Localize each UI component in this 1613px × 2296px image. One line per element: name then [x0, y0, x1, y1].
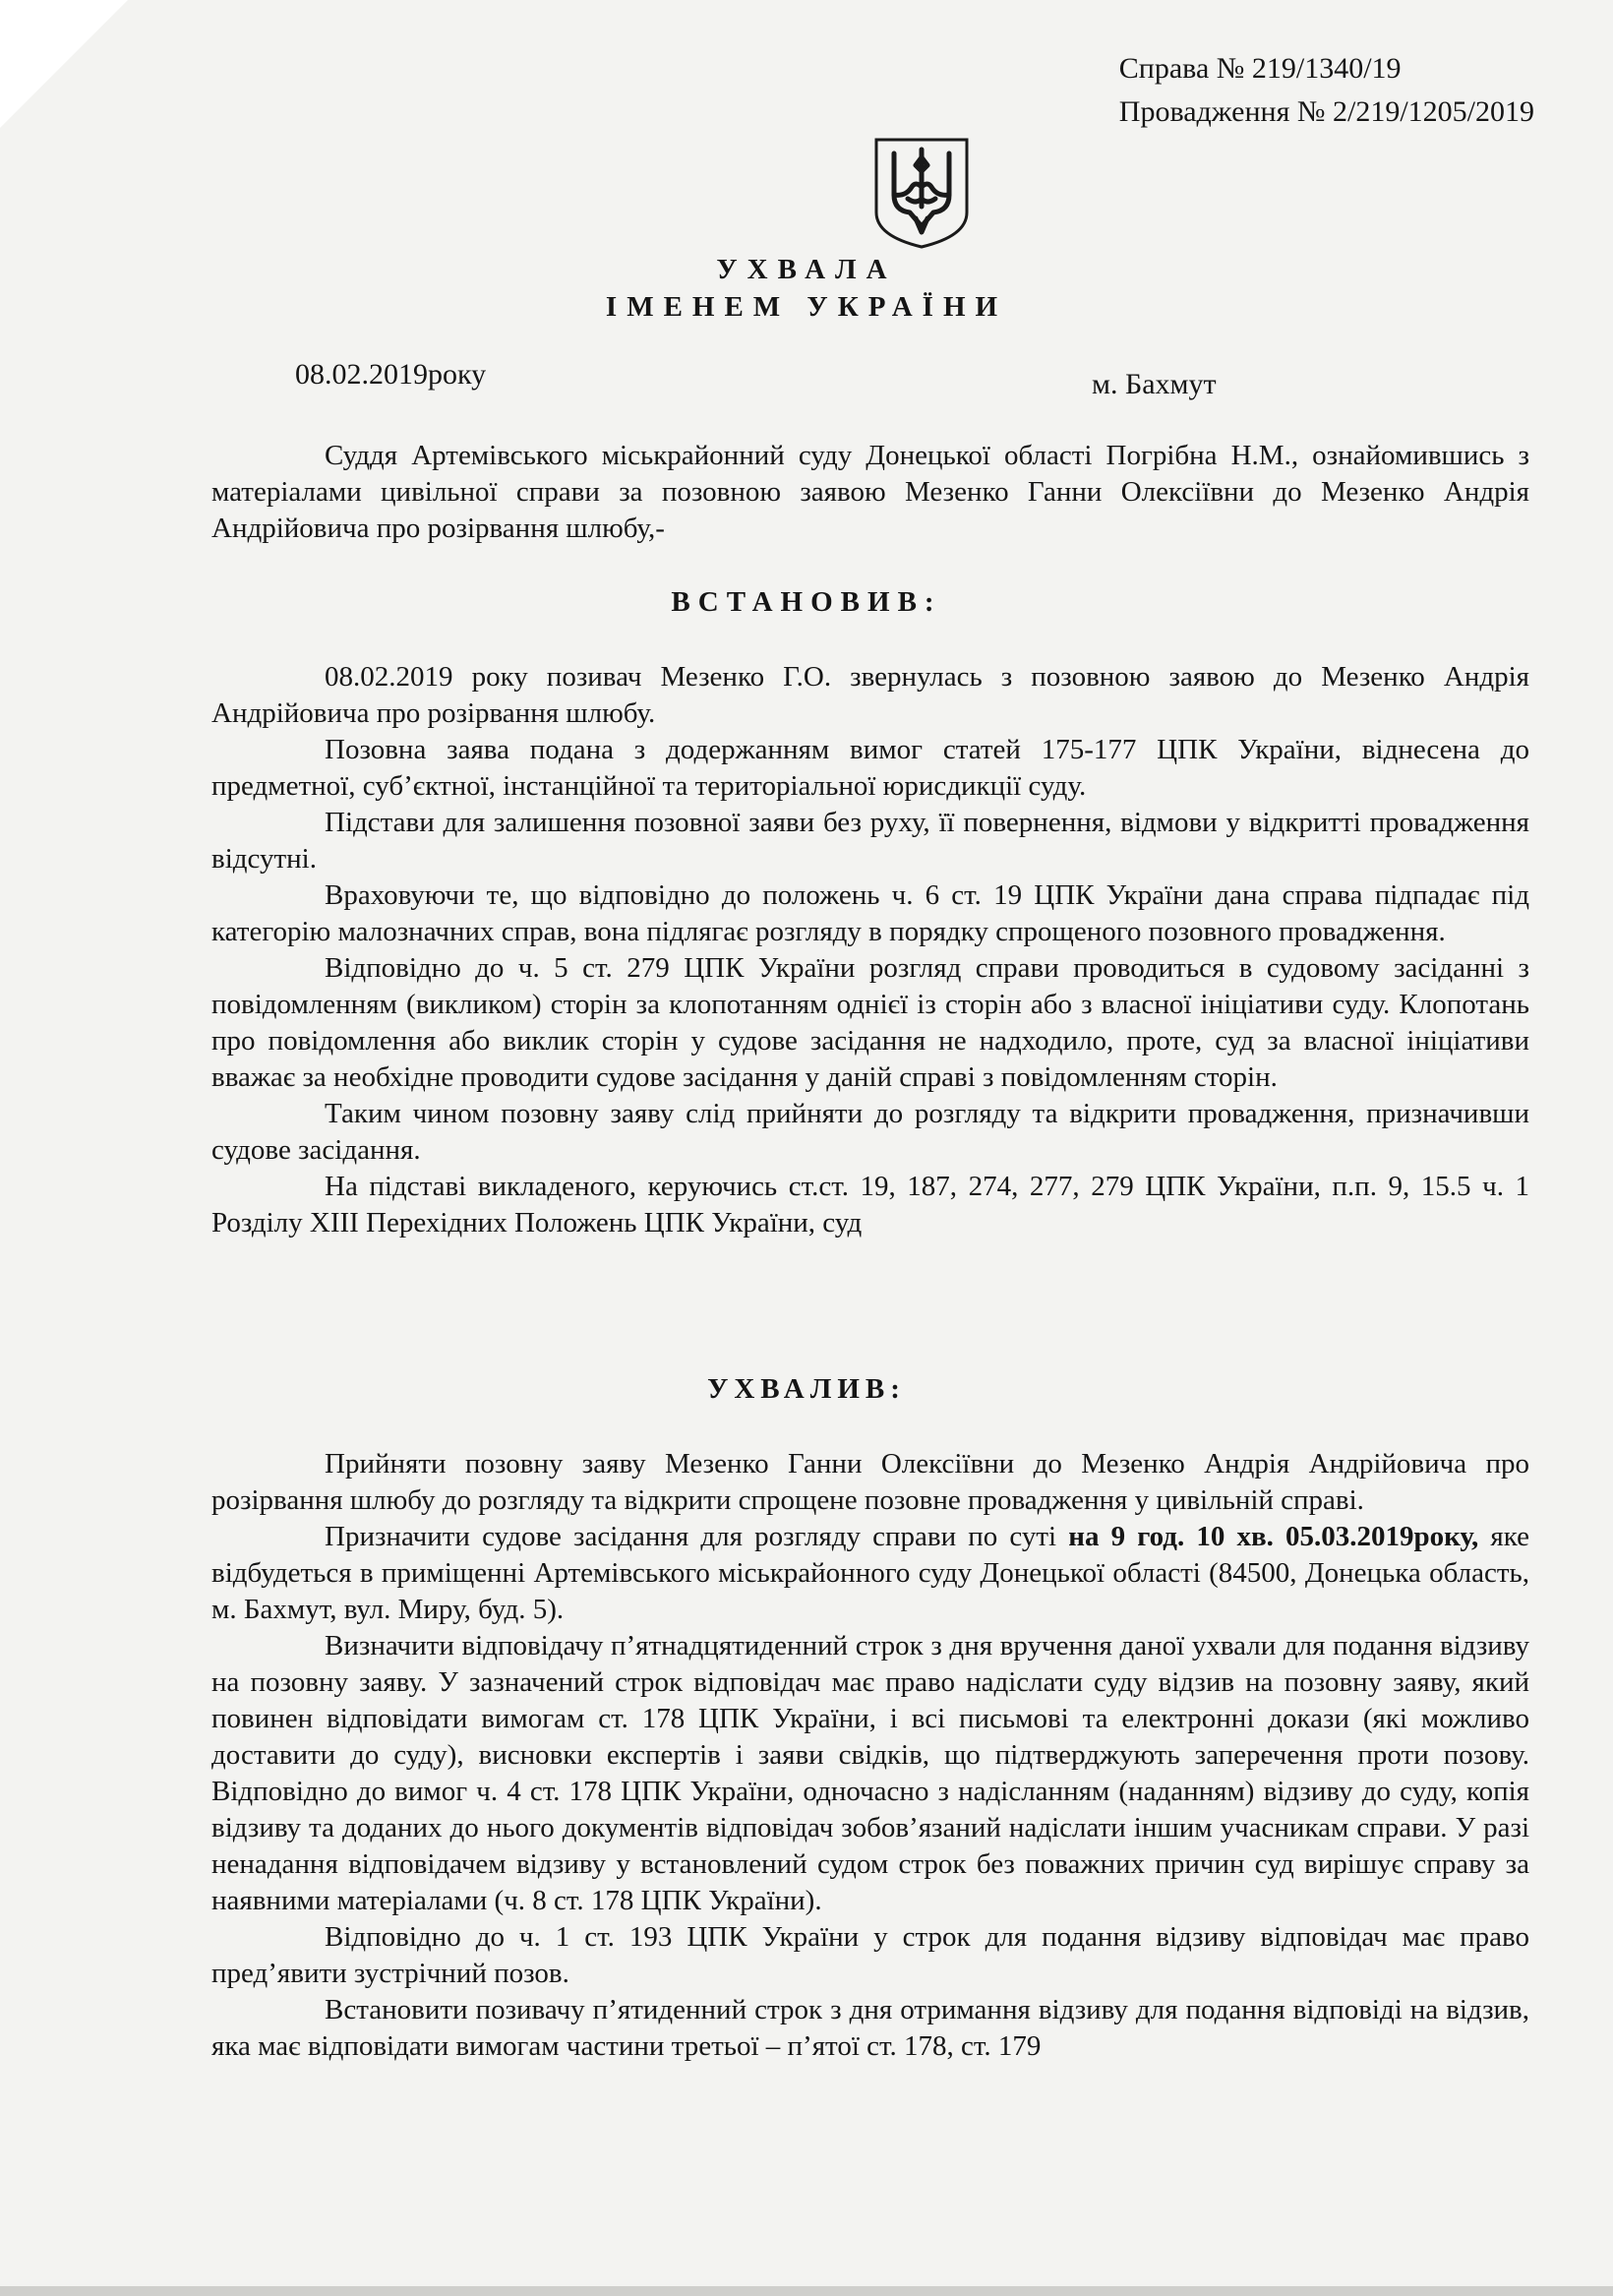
established-paragraph: Відповідно до ч. 5 ст. 279 ЦПК України розгляд справи проводиться в судовому засіданні з повідомленням (викликом) сторін за клопотанням однієї із сторін або з власної ініціативи суду. Клопотань про повідомлення або виклик сторін у судове засідання не надходило, проте, суд за власної ініціативи вважає за необхідне проводити судове засідання у даній справі з повідомленням сторін. [211, 952, 1529, 1093]
established-heading: ВСТАНОВИВ: [671, 586, 942, 618]
document-place: м. Бахмут [1092, 368, 1217, 400]
ruled-section [211, 1446, 1529, 2065]
established-paragraph: На підставі викладеного, керуючись ст.ст. 19, 187, 274, 277, 279 ЦПК України, п.п. 9, 15.5 ч. 1 Розділу XIII Перехідних Положень ЦПК України, суд [211, 1171, 1529, 1239]
trident-coat-of-arms-icon [872, 136, 971, 250]
case-number: Справа № 219/1340/19 [1118, 52, 1402, 85]
hearing-text-after: яке відбудеться в приміщенні Артемівського міськрайонного суду Донецької області (84500, Донецька область, м. Бахмут, вул. Миру, буд. 5). [211, 1521, 1529, 1625]
hearing-datetime: на 9 год. 10 хв. 05.03.2019року, [1068, 1521, 1479, 1552]
page-bottom-edge [0, 2286, 1613, 2296]
ruled-paragraph: Прийняти позовну заяву Мезенко Ганни Олексіївни до Мезенко Андрія Андрійовича про розірвання шлюбу до розгляду та відкрити спрощене позовне провадження у цивільній справі. [211, 1448, 1529, 1516]
document-date: 08.02.2019року [295, 358, 487, 391]
established-paragraph: Враховуючи те, що відповідно до положень ч. 6 ст. 19 ЦПК України дана справа підпадає під категорію малозначних справ, вона підлягає розгляду в порядку спрощеного позовного провадження. [211, 879, 1529, 947]
established-section [211, 659, 1529, 1241]
ruled-paragraph: Встановити позивачу п’ятиденний строк з дня отримання відзиву для подання відповіді на відзив, яка має відповідати вимогам частини третьої – п’ятої ст. 178, ст. 179 [211, 1994, 1529, 2062]
established-paragraph: Підстави для залишення позовної заяви без руху, її повернення, відмови у відкритті провадження відсутні. [211, 807, 1529, 875]
folded-corner [0, 0, 128, 128]
proceeding-number: Провадження № 2/219/1205/2019 [1118, 95, 1534, 128]
intro-section [211, 438, 1529, 547]
established-paragraph: Позовна заява подана з додержанням вимог статей 175-177 ЦПК України, віднесена до предметної, суб’єктної, інстанційної та територіальної юрисдикції суду. [211, 734, 1529, 802]
ruled-paragraph-hearing [211, 1519, 1529, 1628]
ruled-heading: УХВАЛИВ: [707, 1373, 906, 1405]
ruled-paragraph: Відповідно до ч. 1 ст. 193 ЦПК України у строк для подання відзиву відповідач має право пред’явити зустрічний позов. [211, 1921, 1529, 1989]
document-title: УХВАЛА [716, 254, 897, 285]
established-paragraph: Таким чином позовну заяву слід прийняти до розгляду та відкрити провадження, призначивши судове засідання. [211, 1098, 1529, 1166]
established-paragraph: 08.02.2019 року позивач Мезенко Г.О. звернулась з позовною заявою до Мезенко Андрія Андрійовича про розірвання шлюбу. [211, 661, 1529, 729]
case-header [1119, 47, 1534, 134]
ruled-paragraph: Визначити відповідачу п’ятнадцятиденний строк з дня вручення даної ухвали для подання відзиву на позовну заяву. У зазначений строк відповідач має право надіслати суду відзив на позовну заяву, який повинен відповідати вимогам ст. 178 ЦПК України, і всі письмові та електронні докази (які можливо доставити до суду), висновки експертів і заяви свідків, що підтверджують заперечення проти позову. Відповідно до вимог ч. 4 ст. 178 ЦПК України, одночасно з надісланням (наданням) відзиву до суду, копія відзиву та доданих до нього документів відповідач зобов’язаний надіслати іншим учасникам справи. У разі ненадання відповідачем відзиву у встановлений судом строк без поважних причин суд вирішує справу за наявними матеріалами (ч. 8 ст. 178 ЦПК України). [211, 1630, 1529, 1916]
hearing-text-before: Призначити судове засідання для розгляду справи по суті [325, 1521, 1069, 1552]
document-subtitle: ІМЕНЕМ УКРАЇНИ [605, 291, 1008, 323]
intro-paragraph: Суддя Артемівського міськрайонний суду Донецької області Погрібна Н.М., ознайомившись з матеріалами цивільної справи за позовною заявою Мезенко Ганни Олексіївни до Мезенко Андрія Андрійовича про розірвання шлюбу,- [211, 440, 1529, 544]
